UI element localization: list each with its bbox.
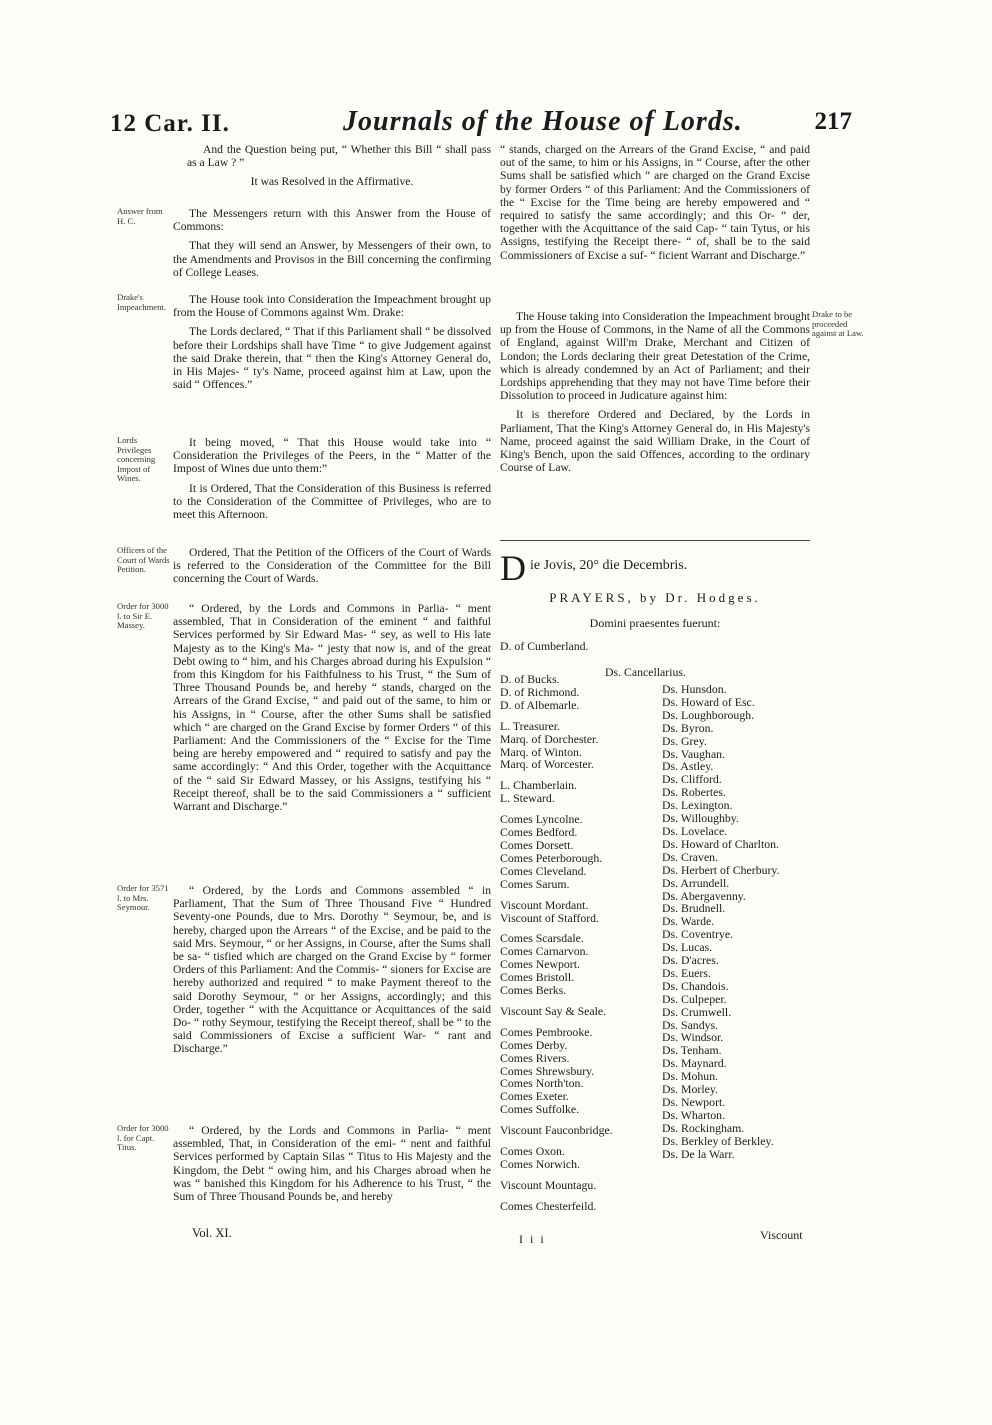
lord-name: Comes Lyncolne. (500, 812, 583, 827)
lord-name: Ds. Robertes. (662, 785, 726, 800)
lord-name: Ds. Chandois. (662, 978, 729, 993)
lord-name: Viscount Say & Seale. (500, 1003, 607, 1018)
day-date: ie Jovis, 20° die Decembris. (530, 558, 688, 573)
drake-consideration-paragraph: The House taking into Consideration the Impeachment brought up from the House of Commons, in the Name of all the Commons of England, against Will'm Drake, Merchant and Citizen of London; the Lords declaring their great Detestation of the Crime, which is already condemned by an Act of Parliament; and their Lordships apprehending that they may not have Time before their Dissolution to proceed in Judicature against him: (500, 310, 810, 403)
lord-name: D. of Albemarle. (500, 697, 580, 712)
lord-name: Ds. Astley. (662, 759, 714, 774)
lord-name: Ds. Lexington. (662, 798, 733, 813)
lord-name: Ds. Windsor. (662, 1030, 724, 1045)
margin-note-drake: Drake's Impeachment. (117, 292, 166, 312)
lord-name: Ds. Crumwell. (662, 1004, 732, 1019)
seymour-block (173, 884, 491, 1062)
drake-block (173, 293, 491, 397)
lord-name: Marq. of Worcester. (500, 757, 594, 772)
lord-name: Comes Oxon. (500, 1144, 565, 1159)
margin-note-titus: Order for 3000 l. for Capt. Titus. (117, 1123, 169, 1153)
lord-name: Ds. Berkley of Berkley. (662, 1133, 774, 1148)
lord-name: Comes Shrewsbury. (500, 1063, 595, 1078)
lord-name: Ds. Coventrye. (662, 927, 734, 942)
cumberland-line (500, 640, 588, 653)
lord-name: Comes Norwich. (500, 1157, 580, 1171)
lord-name: Ds. Byron. (662, 720, 714, 735)
page-header (110, 104, 852, 144)
lord-name: Comes Bedford. (500, 825, 578, 840)
lord-name: Comes Newport. (500, 957, 580, 972)
lord-name: L. Chamberlain. (500, 778, 577, 793)
lord-name: Ds. De la Warr. (662, 1146, 735, 1161)
resolved-paragraph: It was Resolved in the Affirmative. (250, 175, 414, 189)
signature-mark: I i i (519, 1232, 546, 1246)
messengers-paragraph: The Messengers return with this Answer from the House of Commons: (173, 207, 491, 234)
lord-name: Ds. Wharton. (662, 1107, 726, 1122)
lord-name: Marq. of Winton. (500, 744, 582, 759)
lord-name: D. of Cumberland. (500, 639, 589, 653)
lords-declared-paragraph: The Lords declared, “ That if this Parliament shall “ be dissolved before their Lordships shall have Time “ to give Judgement against the said Drake therein, that “ then the King's Attorney General do, in His Majes- “ ty's Name, proceed against him at Law, upon the said “ Offences.” (173, 325, 491, 392)
running-title: Journals of the House of Lords. (343, 106, 743, 137)
lord-name: Comes Cleveland. (500, 863, 587, 878)
lord-name: Comes Rivers. (500, 1050, 570, 1065)
titus-order-paragraph: “ Ordered, by the Lords and Commons in Parlia- “ ment assembled, That, in Consideration of the emi- “ nent and faithful Services performed by Captain Silas “ Titus to His Majesty and the Kingdom, the Debt “ owing him, and his Charges abroad when he was “ banished this Kingdom for his Adherence to his Trust, “ the Sum of Three Thousand Pounds be, and hereby (173, 1124, 491, 1204)
lord-name: Comes Derby. (500, 1037, 568, 1052)
wards-block (173, 546, 491, 592)
titus-continuation-paragraph: “ stands, charged on the Arrears of the Grand Excise, “ and paid out of the same, to him or his Assigns, in “ Course, after the other Sums shall be satisfied which “ are charged on the Grand Excise by former Orders “ of this Parliament: And the Commissioners of the “ Excise for the Time being are hereby empowered and “ required to satisfy the same accordingly; and this Or- “ der, together with the Acquittance of the said Cap- “ tain Tytus, or his Assigns, testifying the Receipt there- “ of, shall be to the said Commissioners of Excise a suf- “ ficient Warrant and Discharge.” (500, 143, 810, 262)
lord-name: Ds. Morley. (662, 1082, 718, 1097)
lord-name: Ds. Maynard. (662, 1056, 727, 1071)
titus-block (173, 1124, 491, 1209)
lord-name: Comes Carnarvon. (500, 944, 589, 959)
massey-order-paragraph: “ Ordered, by the Lords and Commons in Parlia- “ ment assembled, That in Consideration of the eminent “ and faithful Services performed by Sir Edward Mas- “ sey, as well to His late Majesty as to the King's Ma- “ jesty that now is, and of the great Debt owing to “ him, and his Charges abroad during his Expulsion “ from this Kingdom for his Faithfulness to his Trust, “ the Sum of Three Thousand Pounds be, and hereby “ stands, charged on the Arrears of the Grand Excise, “ and paid out of the same, to him or his Assigns, in “ Course, after the other Sums shall be satisfied which “ are charged on the Grand Excise by former Orders “ of this Parliament: And the Commissioners of the “ Excise for the Time being are hereby empowered and “ required to satisfy and pay the same accordingly: “ And this Order, together with the Acquittance of the “ said Sir Edward Massey, or his Assigns, testifying his “ Receipt thereof, shall be to the said Commissioners a “ sufficient Warrant and Discharge.” (173, 602, 491, 814)
margin-note-seymour: Order for 3571 l. to Mrs. Seymour. (117, 883, 169, 913)
volume-mark: Vol. XI. (192, 1226, 232, 1240)
drake-law-block (500, 310, 810, 480)
lords-list-right (662, 683, 780, 1161)
lord-name: Ds. Mohun. (662, 1069, 719, 1084)
lord-name: L. Steward. (500, 791, 555, 806)
seymour-order-paragraph: “ Ordered, by the Lords and Commons assembled “ in Parliament, That the Sum of Three Thousand Five “ Hundred Seventy-one Pounds, due to Mrs. Dorothy “ Seymour, be, and is hereby, charged upon the Arrears “ of the Excise, and be paid to the said Mrs. Seymour, “ or her Assigns, in Course, after the Sums shall be sa- “ tisfied which are charged on the Grand Excise by “ former Orders of this Parliament: And the Commis- “ sioners for Excise are hereby authorized and required “ to make Payment thereof to the said Dorothy Seymour, “ or her Assigns, accordingly; and this Order, together “ with the Acquittance or Acquittances of the said Do- “ rothy Seymour, testifying the Receipt thereof, shall be “ to the said Commissioners of Excise a sufficient War- “ rant and Discharge.” (173, 884, 491, 1056)
lord-name: Ds. Howard of Esc. (662, 694, 755, 709)
regnal-year: 12 Car. II. (110, 110, 230, 137)
lord-name: Ds. Loughborough. (662, 707, 755, 722)
lord-name: Comes Dorsett. (500, 837, 574, 852)
lord-name: Ds. Abergavenny. (662, 888, 746, 903)
lord-name: Ds. Cancellarius. (605, 665, 686, 679)
lord-name: Comes Peterborough. (500, 850, 603, 865)
margin-note-drake-law: Drake to be proceeded against at Law. (812, 309, 864, 339)
lord-name: Ds. Clifford. (662, 772, 722, 787)
lord-name: Marq. of Dorchester. (500, 731, 599, 746)
lord-name: Ds. Tenham. (662, 1043, 722, 1058)
lord-name: Comes Bristoll. (500, 970, 575, 985)
lord-name: Ds. Hunsdon. (662, 682, 727, 696)
impeachment-paragraph: The House took into Consideration the Impeachment brought up from the House of Commons against Wm. Drake: (173, 293, 491, 320)
domini-present-line: Domini praesentes fuerunt: (589, 616, 721, 630)
lord-name: Comes Scarsdale. (500, 931, 584, 946)
massey-block (173, 602, 491, 819)
privileges-block (173, 436, 491, 527)
privileges-motion-paragraph: It being moved, “ That this House would take into “ Consideration the Privileges of the Peers, in the “ Matter of the Impost of Wines due unto them:” (173, 436, 491, 476)
lord-name: Comes Sarum. (500, 876, 570, 891)
lord-name: Comes North'ton. (500, 1076, 584, 1091)
lord-name: Viscount Mordant. (500, 897, 589, 912)
day-heading (500, 548, 810, 588)
lord-name: Ds. Newport. (662, 1095, 726, 1109)
leases-paragraph: That they will send an Answer, by Messengers of their own, to the Amendments and Provisos in the Bill concerning the confirming of College Leases. (173, 239, 491, 279)
lord-name: Ds. Lovelace. (662, 823, 728, 838)
lord-name: Comes Berks. (500, 983, 567, 998)
lord-name: Ds. Sandys. (662, 1017, 719, 1032)
wards-paragraph: Ordered, That the Petition of the Officers of the Court of Wards is referred to the Consideration of the Committee for the Bill concerning the Court of Wards. (173, 546, 491, 586)
lord-name: D. of Richmond. (500, 684, 580, 699)
section-rule (500, 540, 810, 541)
lord-name: D. of Bucks. (500, 672, 560, 686)
lord-name: Ds. Culpeper. (662, 991, 727, 1006)
lord-name: Comes Pembrooke. (500, 1024, 593, 1039)
lord-name: Ds. Craven. (662, 849, 719, 864)
answer-block (173, 207, 491, 285)
lord-name: Ds. Euers. (662, 965, 711, 980)
privileges-order-paragraph: It is Ordered, That the Consideration of this Business is referred to the Consideration of the Committee of Privileges, who are to meet this Afternoon. (173, 481, 491, 522)
lord-name: Ds. D'acres. (662, 953, 719, 968)
margin-note-wards: Officers of the Court of Wards Petition. (117, 545, 170, 575)
margin-note-answer: Answer from H. C. (117, 206, 163, 226)
lord-name: Ds. Herbert of Cherbury. (662, 862, 780, 877)
prayers-line: PRAYERS, by Dr. Hodges. (549, 590, 761, 605)
lord-name: Ds. Grey. (662, 733, 707, 748)
lord-name: Viscount Fauconbridge. (500, 1123, 613, 1138)
page-number: 217 (814, 108, 852, 135)
lord-name: Ds. Vaughan. (662, 746, 726, 761)
lord-name: L. Treasurer. (500, 718, 560, 733)
question-paragraph: And the Question being put, “ Whether this Bill “ shall pass as a Law ? ” (187, 143, 491, 170)
lord-name: Ds. Rockingham. (662, 1120, 745, 1135)
margin-note-privileges: Lords Privileges concerning Impost of Wines. (117, 435, 156, 484)
lord-name: Comes Exeter. (500, 1089, 569, 1104)
drake-order-paragraph: It is therefore Ordered and Declared, by the Lords in Parliament, That the King's Attorney General do, in His Majesty's Name, proceed against the said William Drake, in the Court of King's Bench, upon the said Offences, according to the ordinary Course of Law. (500, 408, 810, 475)
cancellarius-line (605, 666, 686, 679)
lord-name: Comes Chesterfeild. (500, 1198, 597, 1213)
lord-name: Ds. Brudnell. (662, 901, 726, 916)
lord-name: Ds. Warde. (662, 914, 715, 929)
lord-name: Comes Suffolke. (500, 1102, 580, 1117)
lord-name: Viscount of Stafford. (500, 910, 600, 925)
lord-name: Ds. Howard of Charlton. (662, 836, 779, 851)
drop-cap: D (500, 548, 526, 588)
catchword: Viscount (760, 1228, 803, 1242)
lord-name: Viscount Mountagu. (500, 1177, 597, 1192)
lords-list-left (500, 673, 613, 1213)
margin-note-massey: Order for 3000 l. to Sir E. Massey. (117, 601, 169, 631)
lord-name: Ds. Willoughby. (662, 811, 739, 826)
question-block (173, 143, 491, 195)
titus-continuation-block (500, 143, 810, 268)
lord-name: Ds. Lucas. (662, 940, 713, 955)
lord-name: Ds. Arrundell. (662, 875, 730, 890)
